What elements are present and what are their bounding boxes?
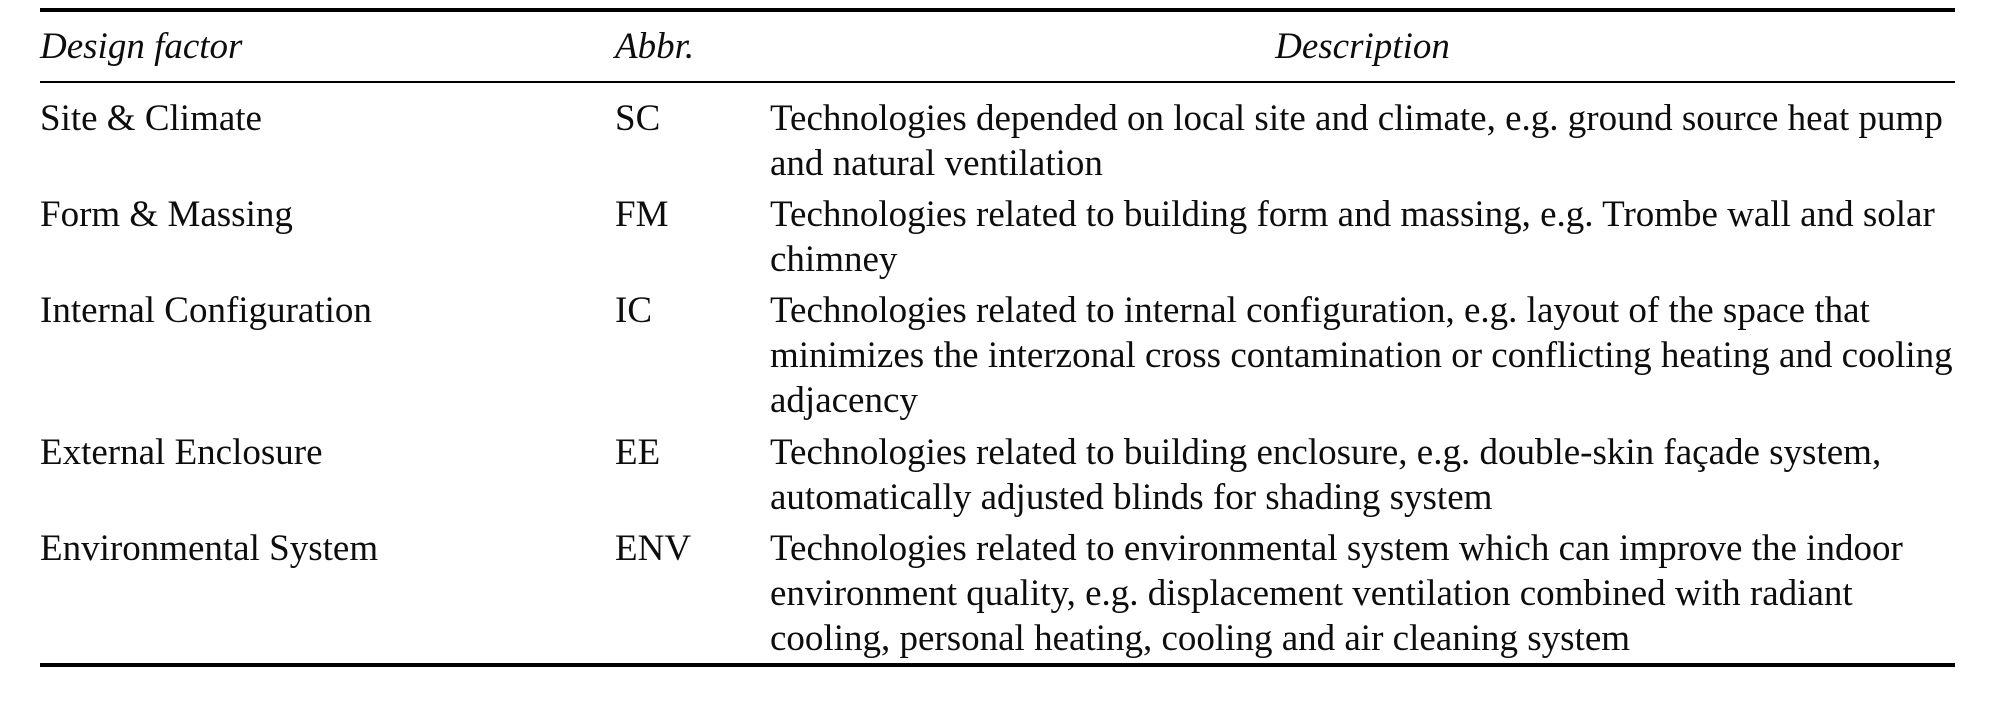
cell-design-factor: Form & Massing <box>40 193 293 235</box>
cell-description: Technologies depended on local site and climate, e.g. ground source heat pump and natural ventilation <box>770 97 1943 184</box>
cell-description: Technologies related to building form and massing, e.g. Trombe wall and solar chimney <box>770 193 1935 281</box>
column-header-design-factor: Design factor <box>40 26 243 67</box>
cell-design-factor: Site & Climate <box>40 97 262 139</box>
bottom-rule <box>40 665 1955 667</box>
cell-abbr: ENV <box>615 527 692 569</box>
table-sheet <box>0 8 1995 726</box>
cell-abbr: FM <box>615 193 669 235</box>
column-header-abbr: Abbr. <box>615 26 695 67</box>
cell-description: Technologies related to internal configuration, e.g. layout of the space that minimizes the interzonal cross contamination or conflicting heating and cooling adjacency <box>770 290 1953 422</box>
cell-design-factor: Internal Configuration <box>40 290 372 332</box>
cell-abbr: IC <box>615 290 652 332</box>
table-body <box>40 83 1955 668</box>
cell-description: Technologies related to building enclosure, e.g. double-skin façade system, automatically adjusted blinds for shading system <box>770 431 1882 518</box>
design-factor-table <box>40 8 1955 667</box>
table-row <box>40 188 1955 284</box>
table-header <box>40 10 1955 83</box>
cell-abbr: EE <box>615 431 661 473</box>
table-row <box>40 522 1955 665</box>
cell-design-factor: External Enclosure <box>40 431 323 473</box>
column-header-description: Description <box>1275 26 1450 67</box>
table-row <box>40 83 1955 188</box>
table-row <box>40 426 1955 522</box>
cell-description: Technologies related to environmental system which can improve the indoor environment quality, e.g. displacement ventilation combined with radiant cooling, personal heating, cooling and air cleaning system <box>770 527 1903 660</box>
cell-abbr: SC <box>615 97 661 139</box>
table-row <box>40 284 1955 425</box>
header-row <box>40 12 1955 82</box>
cell-design-factor: Environmental System <box>40 527 379 569</box>
